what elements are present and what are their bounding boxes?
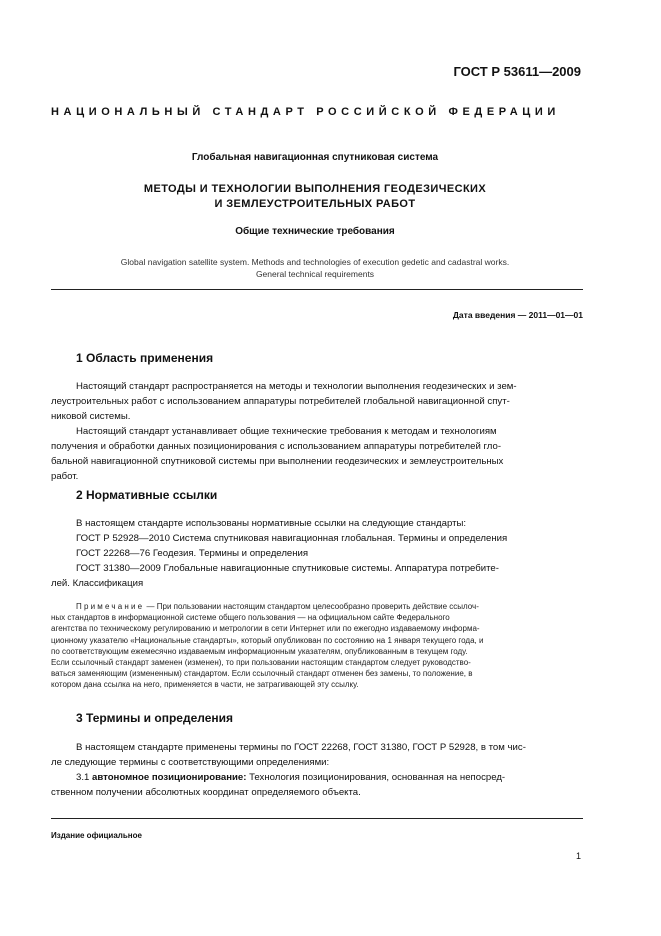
note-label: Примечание bbox=[76, 602, 145, 611]
title-divider bbox=[51, 289, 583, 290]
note-line: ных стандартов в информационной системе общего пользования — на официальном сайте Федерального bbox=[51, 613, 450, 623]
text-line: Настоящий стандарт распространяется на методы и технологии выполнения геодезических и зем- bbox=[76, 381, 517, 392]
english-title-line-2: General technical requirements bbox=[255, 269, 375, 279]
text-line: леустроительных работ с использованием аппаратуры потребителей глобальной навигационной спут- bbox=[51, 396, 510, 407]
note-line: ваться заменяющим (измененным) стандартом. Если ссылочный стандарт отменен без замены, то положение, в bbox=[51, 669, 473, 679]
note-text: — При пользовании настоящим стандартом целесообразно проверить действие ссылоч- bbox=[144, 602, 479, 611]
introduction-date: Дата введения — 2011—01—01 bbox=[452, 310, 583, 320]
section-2-heading: 2 Нормативные ссылки bbox=[76, 488, 218, 502]
document-number: ГОСТ Р 53611—2009 bbox=[453, 64, 581, 79]
text-line: бальной навигационной спутниковой системы при выполнении геодезических и землеустроительных bbox=[51, 456, 504, 467]
text-line: работ. bbox=[51, 471, 79, 482]
note-line: ционному указателю «Национальные стандарты», который опубликован по состоянию на 1 января текущего года, и bbox=[51, 635, 484, 645]
term-definition-continued: ственном получении абсолютных координат определяемого объекта. bbox=[51, 787, 361, 798]
english-title bbox=[60, 256, 570, 280]
section-2-references bbox=[51, 516, 583, 591]
section-3-heading: 3 Термины и определения bbox=[76, 711, 234, 725]
document-title bbox=[60, 182, 570, 212]
reference-item: ГОСТ 22268—76 Геодезия. Термины и определения bbox=[76, 548, 309, 559]
note-line: котором дана ссылка на него, применяется в части, не затрагивающей эту ссылку. bbox=[51, 680, 359, 690]
document-subtitle: Общие технические требования bbox=[235, 226, 395, 237]
section-3-body bbox=[51, 740, 583, 800]
edition-label: Издание официальное bbox=[51, 831, 142, 840]
term-definition: Технология позиционирования, основанная на непосред- bbox=[246, 772, 506, 783]
text-line: получения и обработки данных позиционирования с использованием аппаратуры потребителей гло- bbox=[51, 441, 502, 452]
footer-divider bbox=[51, 818, 583, 819]
note-first-line bbox=[51, 601, 583, 612]
reference-item-continued: лей. Классификация bbox=[51, 578, 144, 589]
text-line: ле следующие термины с соответствующими определениями: bbox=[51, 757, 330, 768]
note-line: Если ссылочный стандарт заменен (изменен), то при пользовании настоящим стандартом следует руководство- bbox=[51, 658, 471, 668]
term-3-1 bbox=[51, 770, 583, 785]
title-line-1: МЕТОДЫ И ТЕХНОЛОГИИ ВЫПОЛНЕНИЯ ГЕОДЕЗИЧЕСКИХ bbox=[143, 183, 487, 195]
national-standard-banner: НАЦИОНАЛЬНЫЙ СТАНДАРТ РОССИЙСКОЙ ФЕДЕРАЦИИ bbox=[51, 106, 560, 118]
section-1-paragraph-1 bbox=[51, 379, 583, 424]
term-name: автономное позиционирование: bbox=[92, 772, 247, 783]
text-line: В настоящем стандарте применены термины по ГОСТ 22268, ГОСТ 31380, ГОСТ Р 52928, в том чис- bbox=[76, 742, 526, 753]
page-number: 1 bbox=[575, 851, 581, 861]
reference-item: ГОСТ Р 52928—2010 Система спутниковая навигационная глобальная. Термины и определения bbox=[76, 533, 508, 544]
system-name: Глобальная навигационная спутниковая система bbox=[191, 152, 439, 163]
text-line: никовой системы. bbox=[51, 411, 131, 422]
text-line: Настоящий стандарт устанавливает общие технические требования к методам и технологиям bbox=[76, 426, 497, 437]
section-1-paragraph-2 bbox=[51, 424, 583, 484]
note-line: агентства по техническому регулированию и метрологии в сети Интернет или по ежегодно издаваемому информа- bbox=[51, 624, 480, 634]
section-1-heading: 1 Область применения bbox=[76, 351, 214, 365]
title-line-2: И ЗЕМЛЕУСТРОИТЕЛЬНЫХ РАБОТ bbox=[214, 198, 416, 210]
references-intro: В настоящем стандарте использованы нормативные ссылки на следующие стандарты: bbox=[76, 518, 467, 529]
reference-item: ГОСТ 31380—2009 Глобальные навигационные спутниковые системы. Аппаратура потребите- bbox=[76, 563, 499, 574]
term-number: 3.1 bbox=[76, 772, 90, 783]
section-2-note bbox=[51, 601, 583, 691]
note-line: по соответствующим ежемесячно издаваемым информационным указателям, опубликованным в текущем году. bbox=[51, 646, 468, 656]
english-title-line-1: Global navigation satellite system. Methods and technologies of execution gedetic and cadastral works. bbox=[120, 257, 510, 267]
